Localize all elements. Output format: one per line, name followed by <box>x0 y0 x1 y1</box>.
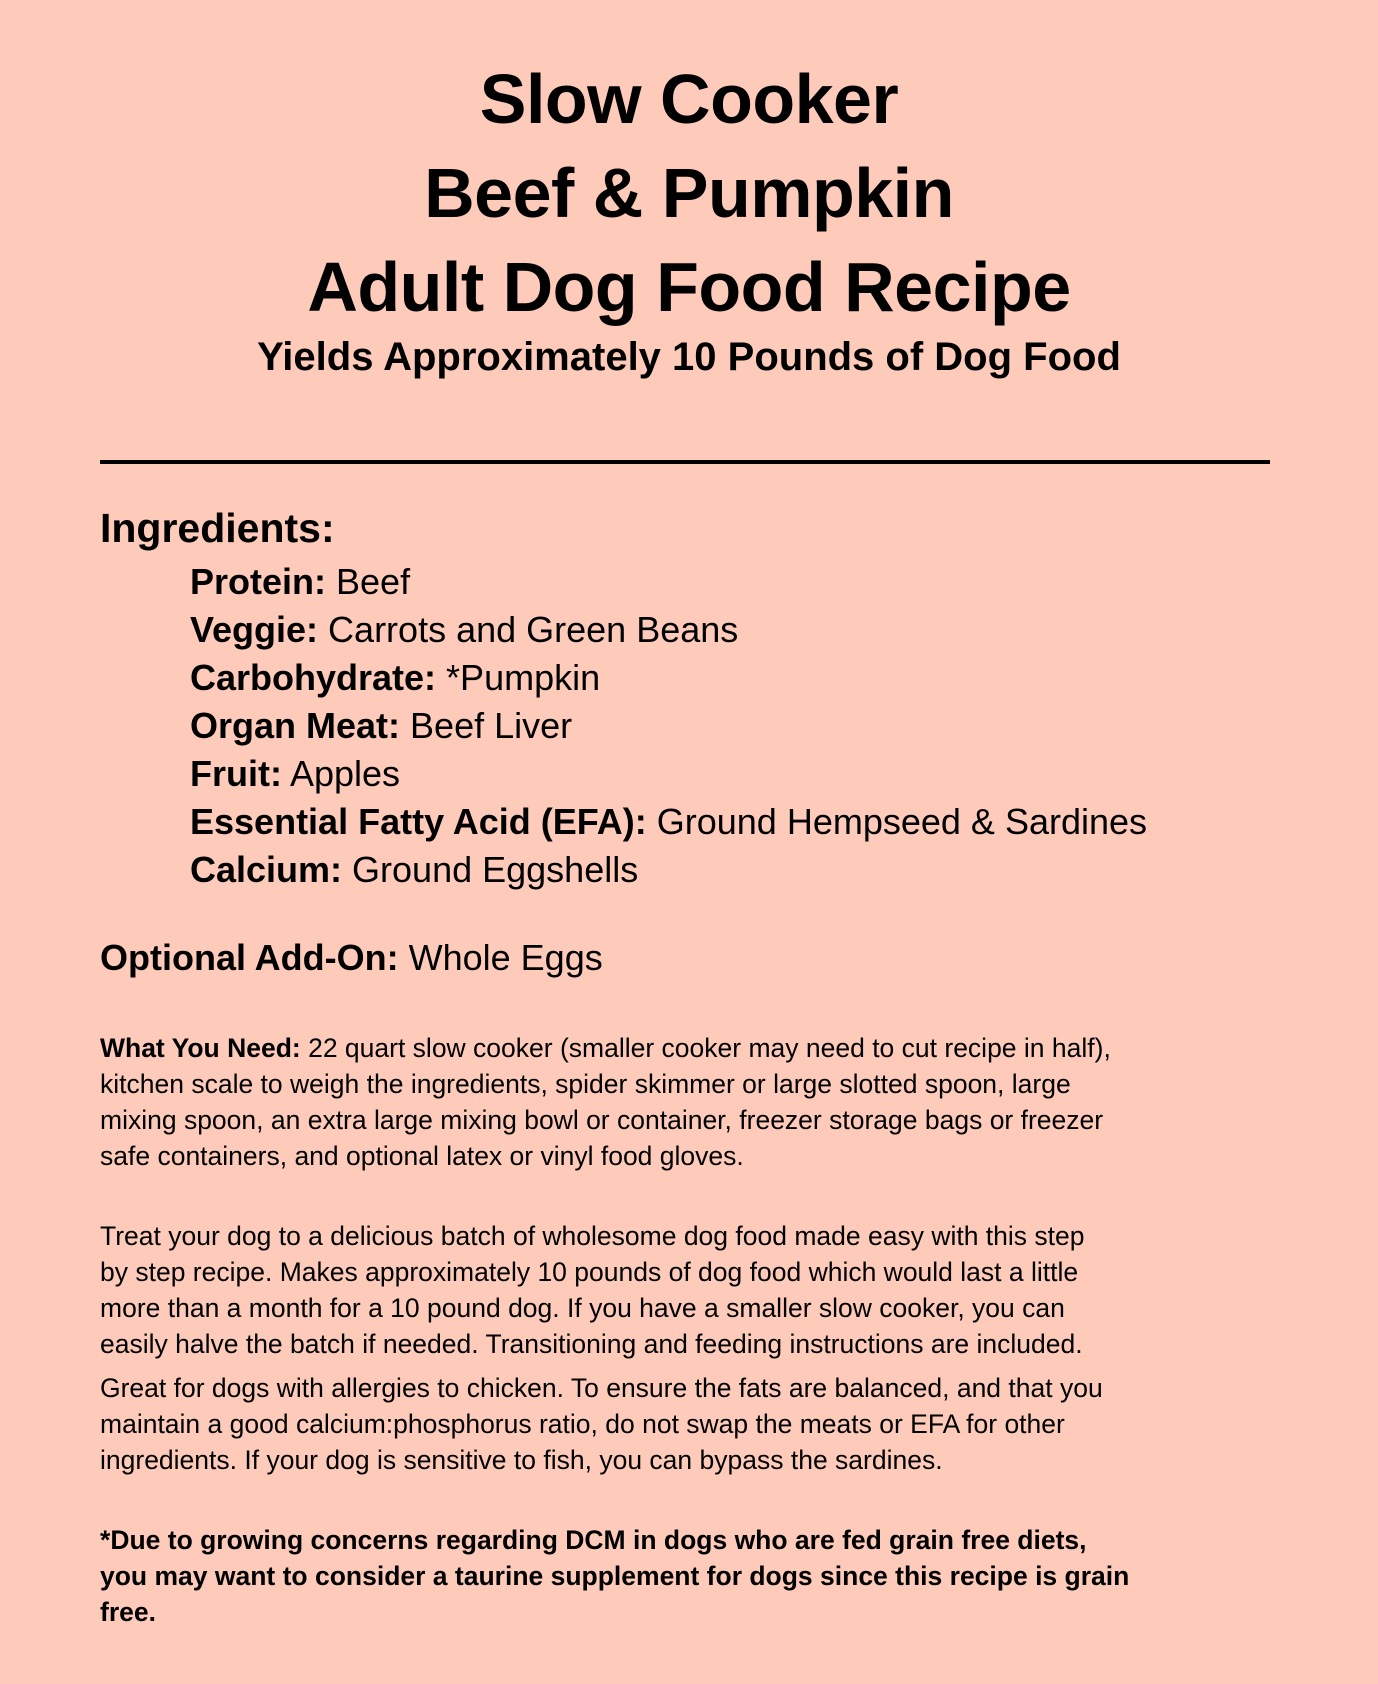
recipe-title <box>0 52 1378 334</box>
text-line: kitchen scale to weigh the ingredients, spider skimmer or large slotted spoon, large <box>100 1069 1071 1099</box>
title-line: Beef & Pumpkin <box>424 154 954 232</box>
ingredient-value: Beef Liver <box>400 705 573 746</box>
ingredient-label: Protein: <box>190 561 327 602</box>
title-line: Slow Cooker <box>479 60 899 138</box>
ingredient-value: Ground Eggshells <box>342 849 639 890</box>
text-line: *Due to growing concerns regarding DCM in dogs who are fed grain free diets, <box>100 1525 1087 1555</box>
ingredient-item <box>190 654 1147 702</box>
optional-add-on <box>100 937 603 979</box>
ingredient-item <box>190 558 1147 606</box>
text-line: you may want to consider a taurine supplement for dogs since this recipe is grain <box>100 1561 1130 1591</box>
ingredient-label: Essential Fatty Acid (EFA): <box>190 801 647 842</box>
ingredient-value: Apples <box>281 753 401 794</box>
ingredient-item <box>190 702 1147 750</box>
what-you-need-paragraph <box>100 1030 1111 1174</box>
yield-subtitle: Yields Approximately 10 Pounds of Dog Food <box>257 335 1121 379</box>
ingredient-label: Organ Meat: <box>190 705 401 746</box>
ingredient-value: Beef <box>326 561 411 602</box>
ingredient-item <box>190 798 1147 846</box>
ingredient-label: Fruit: <box>190 753 282 794</box>
text-line: free. <box>100 1597 156 1627</box>
text-line: Great for dogs with allergies to chicken. To ensure the fats are balanced, and that you <box>100 1373 1103 1403</box>
optional-value: Whole Eggs <box>398 937 603 978</box>
ingredient-value: Ground Hempseed & Sardines <box>646 801 1148 842</box>
text-line: safe containers, and optional latex or vinyl food gloves. <box>100 1141 744 1171</box>
ingredients-heading: Ingredients: <box>100 505 335 551</box>
text-line: mixing spoon, an extra large mixing bowl or container, freezer storage bags or freezer <box>100 1105 1104 1135</box>
text-line: more than a month for a 10 pound dog. If you have a smaller slow cooker, you can <box>100 1293 1065 1323</box>
text-line: by step recipe. Makes approximately 10 pounds of dog food which would last a little <box>100 1257 1079 1287</box>
text-line: maintain a good calcium:phosphorus ratio, do not swap the meats or EFA for other <box>100 1409 1065 1439</box>
ingredient-label: Veggie: <box>190 609 319 650</box>
text-line: easily halve the batch if needed. Transitioning and feeding instructions are included. <box>100 1329 1083 1359</box>
ingredient-value: *Pumpkin <box>436 657 601 698</box>
ingredient-item <box>190 846 1147 894</box>
dcm-note <box>100 1522 1129 1630</box>
text-line <box>100 1030 1111 1066</box>
text-line: Treat your dog to a delicious batch of wholesome dog food made easy with this step <box>100 1221 1085 1251</box>
what-you-need-label: What You Need: <box>100 1033 301 1063</box>
ingredient-item <box>190 606 1147 654</box>
ingredients-list <box>190 558 1147 894</box>
ingredient-item <box>190 750 1147 798</box>
ingredient-label: Calcium: <box>190 849 343 890</box>
intro-paragraph <box>100 1218 1085 1362</box>
title-line: Adult Dog Food Recipe <box>307 248 1071 326</box>
ingredient-value: Carrots and Green Beans <box>318 609 739 650</box>
text-span: 22 quart slow cooker (smaller cooker may need to cut recipe in half), <box>300 1033 1111 1063</box>
optional-label: Optional Add-On: <box>100 937 399 978</box>
ingredient-label: Carbohydrate: <box>190 657 437 698</box>
allergy-paragraph <box>100 1370 1103 1478</box>
divider <box>100 460 1270 464</box>
text-line: ingredients. If your dog is sensitive to fish, you can bypass the sardines. <box>100 1445 943 1475</box>
